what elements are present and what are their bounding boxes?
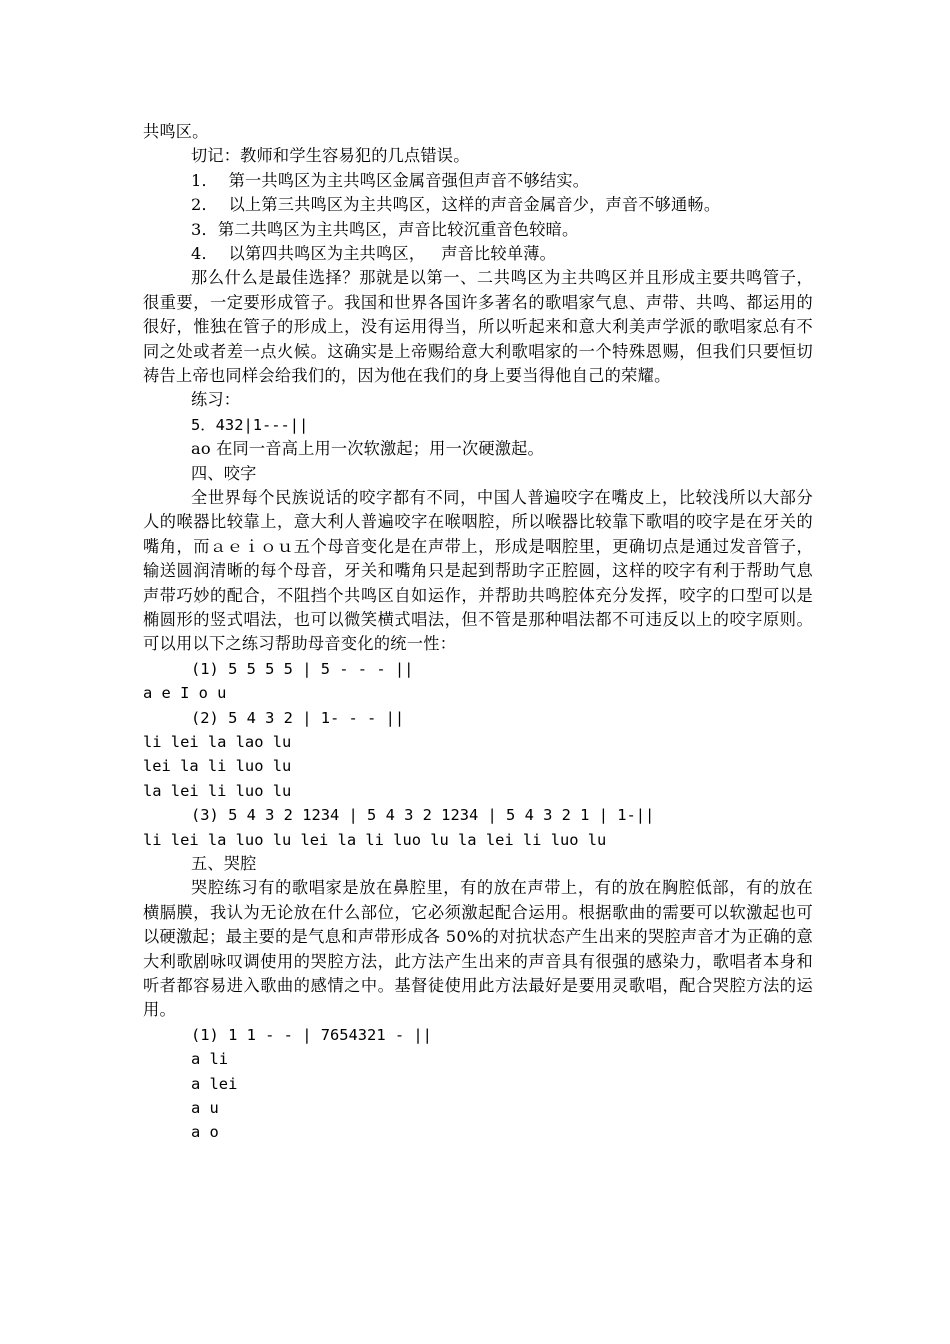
list-item: 3．第二共鸣区为主共鸣区，声音比较沉重音色较暗。 <box>191 219 579 239</box>
paragraph: 哭腔练习有的歌唱家是放在鼻腔里，有的放在声带上，有的放在胸腔低部，有的放在横膈膜，我认为无论放在什么部位，它必须激起配合运用。根据歌曲的需要可以软激起也可以硬激起；最主要的是气息和声带形成各 50%的对抗状态产生出来的哭腔声音才为正确的意大利歌剧咏叹调使用的哭腔方法，此方法产生出来的声音具有很强的感染力，歌唱者本身和听者都容易进入歌曲的感情之中。基督徒使用此方法最好是要用灵歌唱，配合哭腔方法的运用。 <box>143 878 813 1020</box>
lyrics-line: a e I o u <box>143 684 227 703</box>
lyrics-line: a lei <box>191 1074 238 1093</box>
notation-line: 5．432|1---|| <box>191 415 309 434</box>
paragraph: 全世界每个民族说话的咬字都有不同，中国人普遍咬字在嘴皮上，比较浅所以大部分人的喉器比较靠上，意大利人普遍咬字在喉咽腔，所以喉器比较靠下歌唱的咬字是在牙关的嘴角，而ａｅｉｏｕ五个母音变化是在声带上，形成是咽腔里，更确切点是通过发音管子，输送圆润清晰的每个母音，牙关和嘴角只是起到帮助字正腔圆，这样的咬字有利于帮助气息声带巧妙的配合，不阻挡个共鸣区自如运作，并帮助共鸣腔体充分发挥，咬字的口型可以是椭圆形的竖式唱法，也可以微笑横式唱法，但不管是那种唱法都不可违反以上的咬字原则。可以用以下之练习帮助母音变化的统一性： <box>143 487 813 654</box>
text-line: 练习： <box>191 390 241 410</box>
lyrics-line: lei la li luo lu <box>143 757 292 776</box>
list-item: 2． 以上第三共鸣区为主共鸣区，这样的声音金属音少，声音不够通畅。 <box>191 195 721 215</box>
paragraph: 那么什么是最佳选择？那就是以第一、二共鸣区为主共鸣区并且形成主要共鸣管子，很重要，一定要形成管子。我国和世界各国许多著名的歌唱家气息、声带、共鸣、都运用的很好，惟独在管子的形成上，没有运用得当，所以听起来和意大利美声学派的歌唱家总有不同之处或者差一点火候。这确实是上帝赐给意大利歌唱家的一个特殊恩赐，但我们只要恒切祷告上帝也同样会给我们的，因为他在我们的身上要当得他自己的荣耀。 <box>143 268 813 385</box>
text-body <box>143 120 813 1145</box>
lyrics-line: a li <box>191 1050 229 1069</box>
text-line: 共鸣区。 <box>143 122 209 141</box>
lyrics-line: li lei la luo lu lei la li luo lu la lei li luo lu <box>143 830 607 849</box>
section-heading: 五、哭腔 <box>191 853 257 873</box>
list-item: 1． 第一共鸣区为主共鸣区金属音强但声音不够结实。 <box>191 170 590 190</box>
list-item: 4． 以第四共鸣区为主共鸣区， 声音比较单薄。 <box>191 243 556 263</box>
lyrics-line: li lei la lao lu <box>143 732 292 751</box>
notation-line: (2) 5 4 3 2 | 1- - - || <box>191 708 405 727</box>
text-line: ao 在同一音高上用一次软激起；用一次硬激起。 <box>191 439 544 459</box>
notation-line: (1) 5 5 5 5 | 5 - - - || <box>191 659 414 678</box>
lyrics-line: a o <box>191 1123 219 1142</box>
notation-line: (1) 1 1 - - | 7654321 - || <box>191 1025 432 1044</box>
section-heading: 四、咬字 <box>191 463 257 483</box>
lyrics-line: a u <box>191 1098 219 1117</box>
text-line: 切记：教师和学生容易犯的几点错误。 <box>191 146 470 166</box>
lyrics-line: la lei li luo lu <box>143 781 292 800</box>
notation-line: (3) 5 4 3 2 1234 | 5 4 3 2 1234 | 5 4 3 2 1 | 1-|| <box>191 806 655 825</box>
